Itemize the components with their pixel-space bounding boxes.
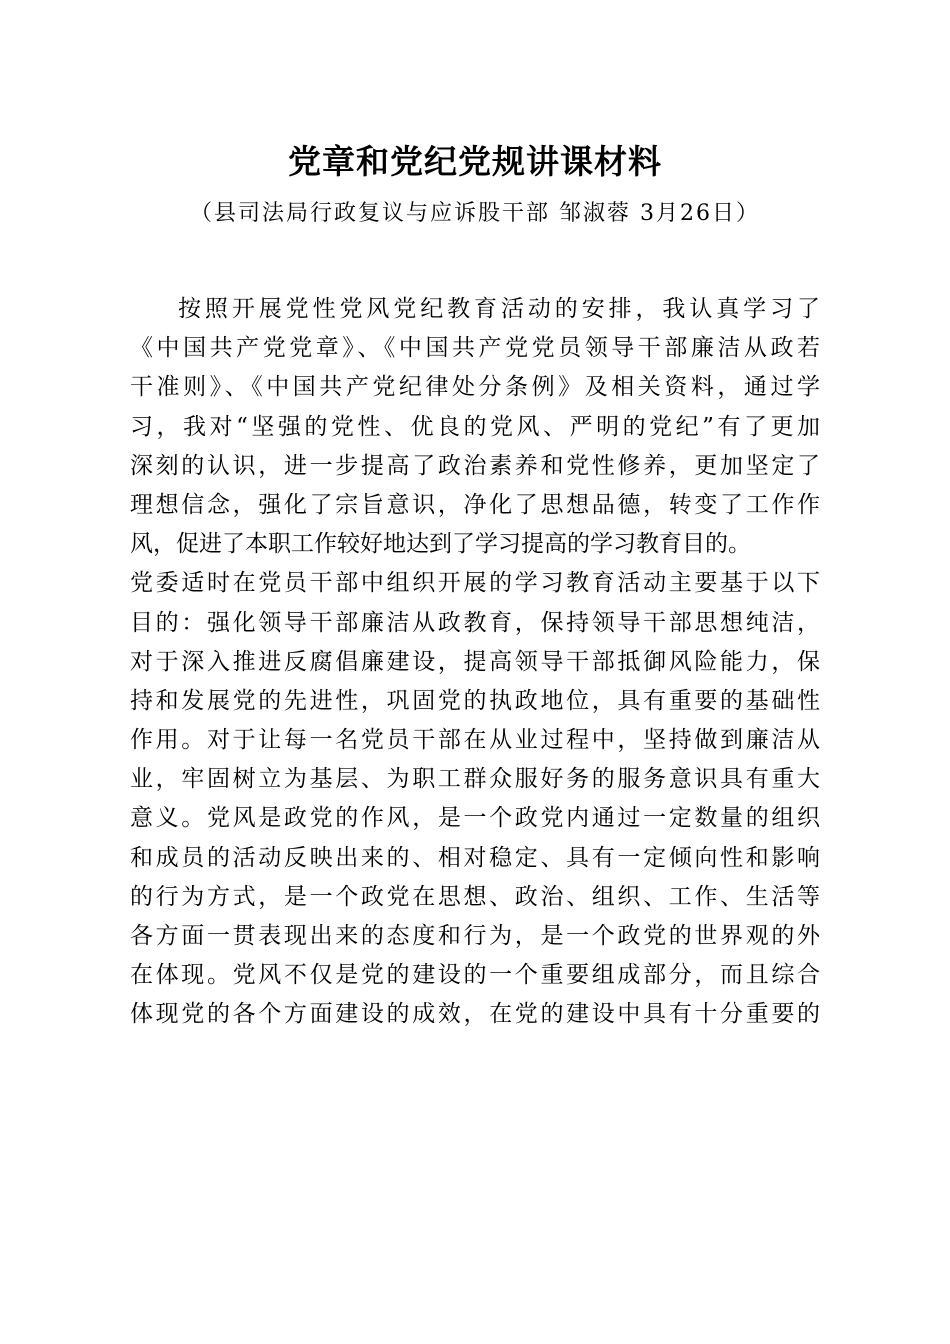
document-body [130,290,820,1035]
body-line: 意义。党风是政党的作风，是一个政党内通过一定数量的组织 [130,805,820,832]
body-line: 目的：强化领导干部廉洁从政教育，保持领导干部思想纯洁， [130,609,820,636]
document-title: 党章和党纪党规讲课材料 [288,142,662,181]
body-line: 深刻的认识，进一步提高了政治素养和党性修养，更加坚定了 [130,452,820,479]
body-line: 干准则》、《中国共产党纪律处分条例》及相关资料，通过学 [130,374,820,401]
document-subtitle: （县司法局行政复议与应诉股干部 邹淑蓉 3月26日） [190,201,760,226]
body-line: 在体现。党风不仅是党的建设的一个重要组成部分，而且综合 [130,962,820,989]
body-line: 党委适时在党员干部中组织开展的学习教育活动主要基于以下 [130,570,820,597]
body-line: 的行为方式，是一个政党在思想、政治、组织、工作、生活等 [130,883,820,910]
body-line: 风，促进了本职工作较好地达到了学习提高的学习教育目的。 [130,531,751,558]
body-line: 习，我对“坚强的党性、优良的党风、严明的党纪”有了更加 [130,413,820,440]
body-line: 体现党的各个方面建设的成效，在党的建设中具有十分重要的 [130,1001,820,1028]
body-line: 持和发展党的先进性，巩固党的执政地位，具有重要的基础性 [130,687,820,714]
body-line: 对于深入推进反腐倡廉建设，提高领导干部抵御风险能力，保 [130,648,820,675]
body-line: 各方面一贯表现出来的态度和行为，是一个政党的世界观的外 [130,923,820,949]
body-line: 按照开展党性党风党纪教育活动的安排，我认真学习了 [178,296,820,322]
body-line: 理想信念，强化了宗旨意识，净化了思想品德，转变了工作作 [130,491,820,518]
body-line: 业，牢固树立为基层、为职工群众服好务的服务意识具有重大 [130,766,820,793]
body-line: 作用。对于让每一名党员干部在从业过程中，坚持做到廉洁从 [130,727,820,754]
body-line: 《中国共产党党章》、《中国共产党党员领导干部廉洁从政若 [130,335,820,362]
body-line: 和成员的活动反映出来的、相对稳定、具有一定倾向性和影响 [130,844,820,871]
